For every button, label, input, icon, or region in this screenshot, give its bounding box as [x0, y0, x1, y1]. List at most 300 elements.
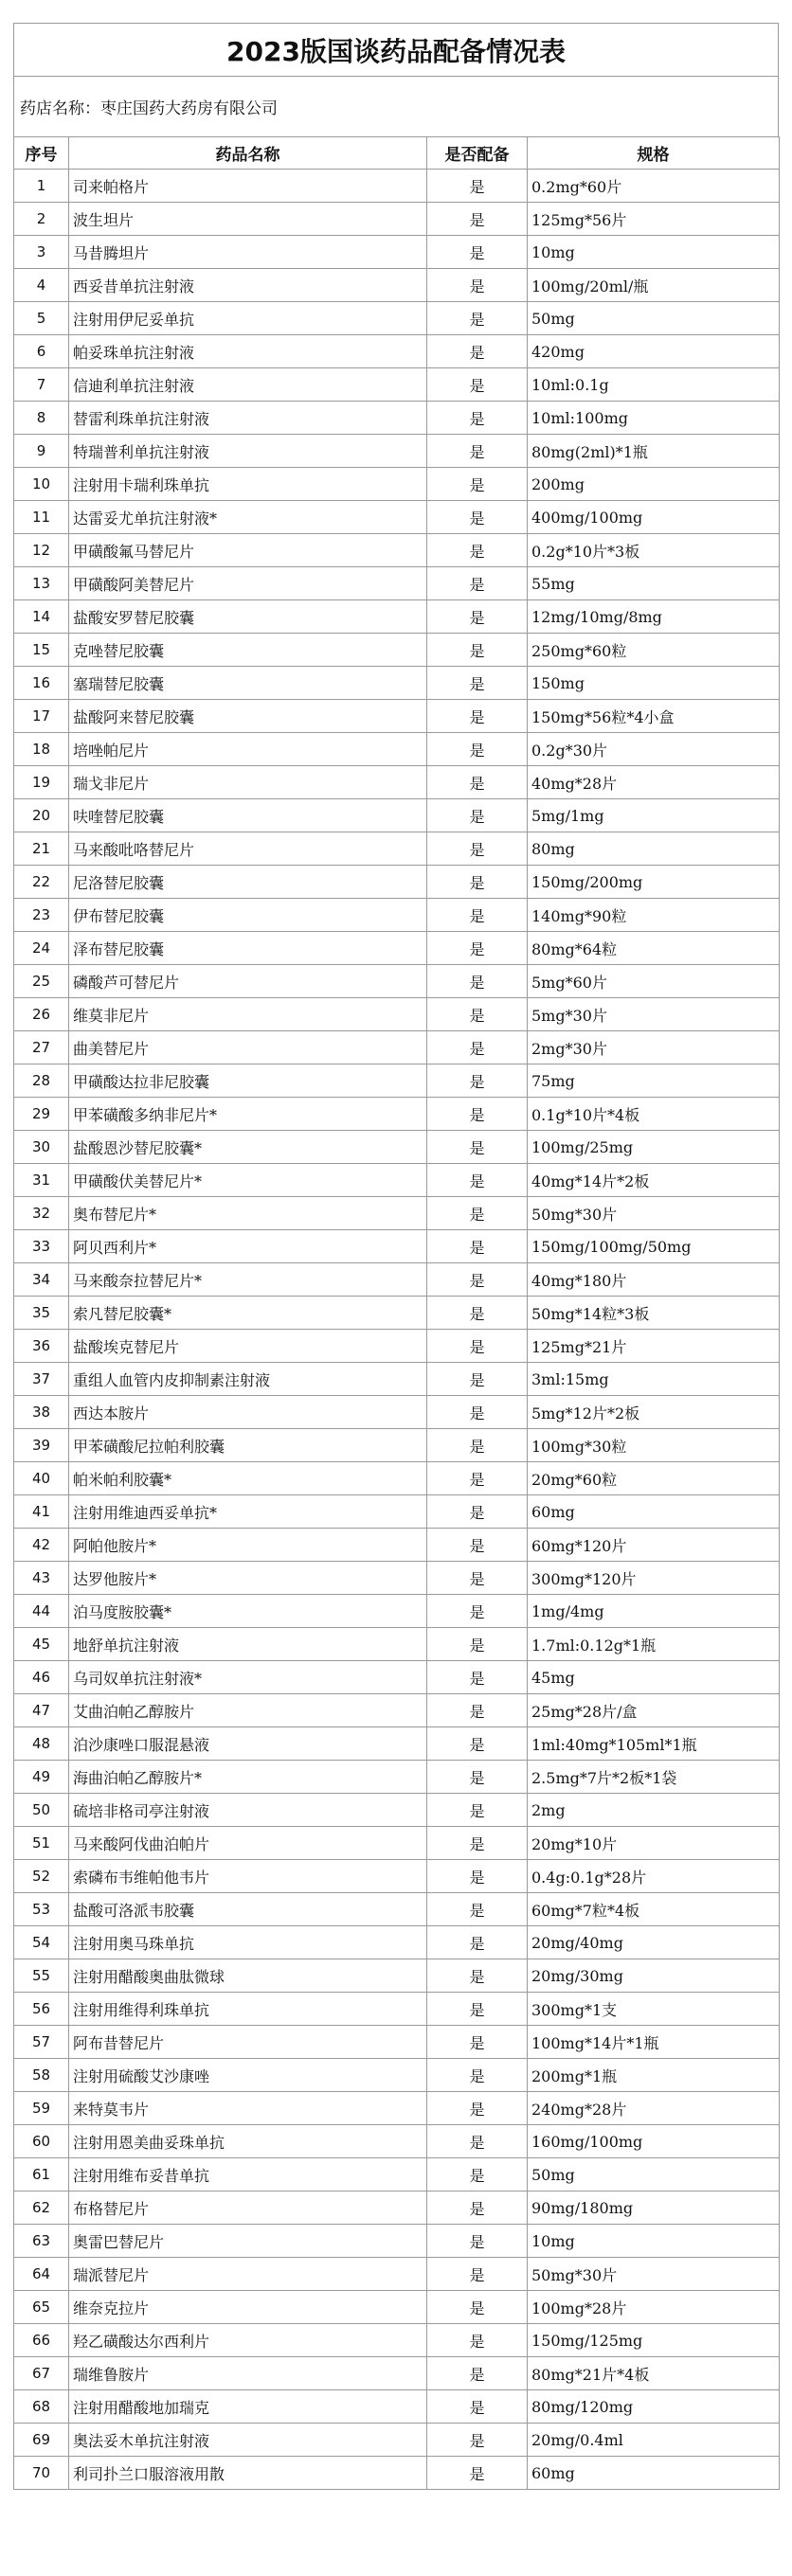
drug-table — [13, 136, 780, 2490]
row-index: 29 — [14, 1098, 69, 1131]
drug-name: 西妥昔单抗注射液 — [69, 269, 427, 302]
row-index: 13 — [14, 567, 69, 600]
stocked-status: 是 — [427, 1363, 528, 1396]
drug-name: 甲苯磺酸尼拉帕利胶囊 — [69, 1429, 427, 1462]
table-row — [14, 2092, 780, 2125]
drug-spec: 80mg*21片*4板 — [528, 2357, 780, 2390]
stocked-status: 是 — [427, 2225, 528, 2258]
drug-name: 尼洛替尼胶囊 — [69, 866, 427, 899]
stocked-status: 是 — [427, 899, 528, 932]
stocked-status: 是 — [427, 567, 528, 600]
table-row — [14, 899, 780, 932]
drug-name: 波生坦片 — [69, 203, 427, 236]
row-index: 51 — [14, 1827, 69, 1860]
drug-spec: 40mg*180片 — [528, 1263, 780, 1297]
row-index: 2 — [14, 203, 69, 236]
row-index: 17 — [14, 700, 69, 733]
drug-spec: 5mg*30片 — [528, 998, 780, 1031]
row-index: 35 — [14, 1297, 69, 1330]
drug-spec: 0.2g*10片*3板 — [528, 534, 780, 567]
drug-spec: 0.1g*10片*4板 — [528, 1098, 780, 1131]
drug-name: 奥布替尼片* — [69, 1197, 427, 1230]
table-row — [14, 1230, 780, 1263]
row-index: 26 — [14, 998, 69, 1031]
table-row — [14, 368, 780, 402]
table-row — [14, 1462, 780, 1495]
stocked-status: 是 — [427, 2191, 528, 2225]
row-index: 49 — [14, 1761, 69, 1794]
column-header-stocked: 是否配备 — [427, 137, 528, 170]
table-row — [14, 1131, 780, 1164]
row-index: 50 — [14, 1794, 69, 1827]
drug-spec: 60mg*120片 — [528, 1529, 780, 1562]
stocked-status: 是 — [427, 2390, 528, 2424]
stocked-status: 是 — [427, 435, 528, 468]
table-row — [14, 700, 780, 733]
drug-name: 来特莫韦片 — [69, 2092, 427, 2125]
drug-name: 瑞戈非尼片 — [69, 766, 427, 799]
row-index: 61 — [14, 2158, 69, 2191]
table-row — [14, 1727, 780, 1761]
row-index: 47 — [14, 1694, 69, 1727]
drug-name: 呋喹替尼胶囊 — [69, 799, 427, 832]
table-row — [14, 1363, 780, 1396]
stocked-status: 是 — [427, 335, 528, 368]
drug-name: 马来酸奈拉替尼片* — [69, 1263, 427, 1297]
table-row — [14, 799, 780, 832]
drug-spec: 20mg*60粒 — [528, 1462, 780, 1495]
table-row — [14, 634, 780, 667]
row-index: 21 — [14, 832, 69, 866]
row-index: 39 — [14, 1429, 69, 1462]
drug-spec: 80mg — [528, 832, 780, 866]
stocked-status: 是 — [427, 799, 528, 832]
drug-name: 利司扑兰口服溶液用散 — [69, 2457, 427, 2490]
stocked-status: 是 — [427, 1263, 528, 1297]
row-index: 57 — [14, 2026, 69, 2059]
drug-name: 索磷布韦维帕他韦片 — [69, 1860, 427, 1893]
row-index: 31 — [14, 1164, 69, 1197]
table-row — [14, 2059, 780, 2092]
stocked-status: 是 — [427, 1993, 528, 2026]
drug-name: 马昔腾坦片 — [69, 236, 427, 269]
stocked-status: 是 — [427, 1959, 528, 1993]
stocked-status: 是 — [427, 1595, 528, 1628]
drug-spec: 0.4g:0.1g*28片 — [528, 1860, 780, 1893]
drug-spec: 25mg*28片/盒 — [528, 1694, 780, 1727]
row-index: 37 — [14, 1363, 69, 1396]
drug-spec: 3ml:15mg — [528, 1363, 780, 1396]
drug-name: 瑞维鲁胺片 — [69, 2357, 427, 2390]
table-row — [14, 269, 780, 302]
stocked-status: 是 — [427, 766, 528, 799]
drug-name: 达雷妥尤单抗注射液* — [69, 501, 427, 534]
drug-spec: 200mg*1瓶 — [528, 2059, 780, 2092]
table-row — [14, 766, 780, 799]
drug-spec: 50mg — [528, 302, 780, 335]
row-index: 67 — [14, 2357, 69, 2390]
drug-spec: 50mg*14粒*3板 — [528, 1297, 780, 1330]
drug-spec: 300mg*1支 — [528, 1993, 780, 2026]
stocked-status: 是 — [427, 1064, 528, 1098]
drug-spec: 50mg*30片 — [528, 1197, 780, 1230]
drug-name: 磷酸芦可替尼片 — [69, 965, 427, 998]
stocked-status: 是 — [427, 1462, 528, 1495]
page-title: 2023版国谈药品配备情况表 — [13, 23, 779, 76]
drug-spec: 240mg*28片 — [528, 2092, 780, 2125]
stocked-status: 是 — [427, 402, 528, 435]
table-row — [14, 1098, 780, 1131]
stocked-status: 是 — [427, 2092, 528, 2125]
drug-spec: 10ml:0.1g — [528, 368, 780, 402]
row-index: 40 — [14, 1462, 69, 1495]
stocked-status: 是 — [427, 1761, 528, 1794]
stocked-status: 是 — [427, 2125, 528, 2158]
row-index: 43 — [14, 1562, 69, 1595]
stocked-status: 是 — [427, 2357, 528, 2390]
stocked-status: 是 — [427, 1860, 528, 1893]
drug-name: 注射用醋酸奥曲肽微球 — [69, 1959, 427, 1993]
table-row — [14, 1197, 780, 1230]
table-row — [14, 733, 780, 766]
stocked-status: 是 — [427, 269, 528, 302]
drug-spec: 60mg — [528, 1495, 780, 1529]
row-index: 11 — [14, 501, 69, 534]
drug-name: 培唑帕尼片 — [69, 733, 427, 766]
table-row — [14, 998, 780, 1031]
table-row — [14, 501, 780, 534]
row-index: 36 — [14, 1330, 69, 1363]
table-row — [14, 1263, 780, 1297]
drug-spec: 1ml:40mg*105ml*1瓶 — [528, 1727, 780, 1761]
stocked-status: 是 — [427, 2324, 528, 2357]
table-row — [14, 1628, 780, 1661]
stocked-status: 是 — [427, 1297, 528, 1330]
drug-name: 硫培非格司亭注射液 — [69, 1794, 427, 1827]
drug-spec: 420mg — [528, 335, 780, 368]
drug-name: 甲苯磺酸多纳非尼片* — [69, 1098, 427, 1131]
row-index: 7 — [14, 368, 69, 402]
row-index: 58 — [14, 2059, 69, 2092]
row-index: 70 — [14, 2457, 69, 2490]
drug-spec: 20mg/40mg — [528, 1926, 780, 1959]
column-header-spec: 规格 — [528, 137, 780, 170]
drug-spec: 50mg — [528, 2158, 780, 2191]
row-index: 44 — [14, 1595, 69, 1628]
table-header-row — [14, 137, 780, 170]
drug-name: 布格替尼片 — [69, 2191, 427, 2225]
row-index: 3 — [14, 236, 69, 269]
row-index: 34 — [14, 1263, 69, 1297]
stocked-status: 是 — [427, 600, 528, 634]
table-row — [14, 1429, 780, 1462]
stocked-status: 是 — [427, 534, 528, 567]
drug-spec: 2.5mg*7片*2板*1袋 — [528, 1761, 780, 1794]
stocked-status: 是 — [427, 1031, 528, 1064]
stocked-status: 是 — [427, 1827, 528, 1860]
table-row — [14, 1562, 780, 1595]
drug-spec: 300mg*120片 — [528, 1562, 780, 1595]
row-index: 42 — [14, 1529, 69, 1562]
stocked-status: 是 — [427, 170, 528, 203]
drug-name: 曲美替尼片 — [69, 1031, 427, 1064]
column-header-drug-name: 药品名称 — [69, 137, 427, 170]
table-row — [14, 2191, 780, 2225]
stocked-status: 是 — [427, 1164, 528, 1197]
row-index: 15 — [14, 634, 69, 667]
stocked-status: 是 — [427, 1396, 528, 1429]
drug-name: 奥法妥木单抗注射液 — [69, 2424, 427, 2457]
drug-spec: 2mg*30片 — [528, 1031, 780, 1064]
row-index: 69 — [14, 2424, 69, 2457]
row-index: 60 — [14, 2125, 69, 2158]
table-row — [14, 2424, 780, 2457]
row-index: 14 — [14, 600, 69, 634]
stocked-status: 是 — [427, 1429, 528, 1462]
drug-spec: 150mg*56粒*4小盒 — [528, 700, 780, 733]
drug-spec: 5mg*60片 — [528, 965, 780, 998]
drug-spec: 12mg/10mg/8mg — [528, 600, 780, 634]
row-index: 20 — [14, 799, 69, 832]
row-index: 27 — [14, 1031, 69, 1064]
table-row — [14, 2225, 780, 2258]
stocked-status: 是 — [427, 1230, 528, 1263]
drug-name: 注射用卡瑞利珠单抗 — [69, 468, 427, 501]
stocked-status: 是 — [427, 2258, 528, 2291]
drug-name: 信迪利单抗注射液 — [69, 368, 427, 402]
table-row — [14, 1396, 780, 1429]
stocked-status: 是 — [427, 1495, 528, 1529]
stocked-status: 是 — [427, 832, 528, 866]
stocked-status: 是 — [427, 1794, 528, 1827]
drug-spec: 150mg — [528, 667, 780, 700]
row-index: 65 — [14, 2291, 69, 2324]
stocked-status: 是 — [427, 2059, 528, 2092]
table-row — [14, 600, 780, 634]
table-row — [14, 468, 780, 501]
drug-name: 瑞派替尼片 — [69, 2258, 427, 2291]
drug-name: 特瑞普利单抗注射液 — [69, 435, 427, 468]
table-row — [14, 1164, 780, 1197]
drug-spec: 20mg*10片 — [528, 1827, 780, 1860]
drug-spec: 1.7ml:0.12g*1瓶 — [528, 1628, 780, 1661]
drug-name: 塞瑞替尼胶囊 — [69, 667, 427, 700]
table-row — [14, 1529, 780, 1562]
drug-name: 阿帕他胺片* — [69, 1529, 427, 1562]
table-row — [14, 335, 780, 368]
column-header-index: 序号 — [14, 137, 69, 170]
drug-name: 泊马度胺胶囊* — [69, 1595, 427, 1628]
drug-name: 注射用奥马珠单抗 — [69, 1926, 427, 1959]
row-index: 30 — [14, 1131, 69, 1164]
stocked-status: 是 — [427, 501, 528, 534]
table-row — [14, 832, 780, 866]
drug-spec: 60mg*7粒*4板 — [528, 1893, 780, 1926]
stocked-status: 是 — [427, 1098, 528, 1131]
drug-spec: 250mg*60粒 — [528, 634, 780, 667]
row-index: 28 — [14, 1064, 69, 1098]
drug-spec: 125mg*56片 — [528, 203, 780, 236]
row-index: 22 — [14, 866, 69, 899]
table-row — [14, 170, 780, 203]
drug-spec: 80mg(2ml)*1瓶 — [528, 435, 780, 468]
table-row — [14, 667, 780, 700]
drug-spec: 20mg/0.4ml — [528, 2424, 780, 2457]
drug-spec: 55mg — [528, 567, 780, 600]
row-index: 10 — [14, 468, 69, 501]
drug-name: 替雷利珠单抗注射液 — [69, 402, 427, 435]
drug-name: 甲磺酸氟马替尼片 — [69, 534, 427, 567]
table-row — [14, 1860, 780, 1893]
table-row — [14, 1761, 780, 1794]
drug-name: 艾曲泊帕乙醇胺片 — [69, 1694, 427, 1727]
row-index: 54 — [14, 1926, 69, 1959]
drug-spec: 1mg/4mg — [528, 1595, 780, 1628]
table-row — [14, 1595, 780, 1628]
drug-spec: 160mg/100mg — [528, 2125, 780, 2158]
drug-spec: 100mg*14片*1瓶 — [528, 2026, 780, 2059]
drug-spec: 100mg*30粒 — [528, 1429, 780, 1462]
drug-name: 帕妥珠单抗注射液 — [69, 335, 427, 368]
drug-name: 地舒单抗注射液 — [69, 1628, 427, 1661]
row-index: 48 — [14, 1727, 69, 1761]
table-row — [14, 1297, 780, 1330]
stocked-status: 是 — [427, 733, 528, 766]
drug-spec: 5mg/1mg — [528, 799, 780, 832]
drug-name: 注射用维布妥昔单抗 — [69, 2158, 427, 2191]
stocked-status: 是 — [427, 236, 528, 269]
drug-name: 泽布替尼胶囊 — [69, 932, 427, 965]
table-row — [14, 302, 780, 335]
table-row — [14, 1926, 780, 1959]
row-index: 46 — [14, 1661, 69, 1694]
row-index: 62 — [14, 2191, 69, 2225]
drug-name: 甲磺酸阿美替尼片 — [69, 567, 427, 600]
drug-name: 克唑替尼胶囊 — [69, 634, 427, 667]
drug-name: 乌司奴单抗注射液* — [69, 1661, 427, 1694]
row-index: 5 — [14, 302, 69, 335]
drug-spec: 80mg/120mg — [528, 2390, 780, 2424]
drug-name: 索凡替尼胶囊* — [69, 1297, 427, 1330]
drug-name: 重组人血管内皮抑制素注射液 — [69, 1363, 427, 1396]
stocked-status: 是 — [427, 2424, 528, 2457]
drug-spec: 0.2g*30片 — [528, 733, 780, 766]
drug-spec: 150mg/100mg/50mg — [528, 1230, 780, 1263]
table-row — [14, 435, 780, 468]
drug-name: 盐酸埃克替尼片 — [69, 1330, 427, 1363]
drug-name: 盐酸可洛派韦胶囊 — [69, 1893, 427, 1926]
drug-name: 盐酸恩沙替尼胶囊* — [69, 1131, 427, 1164]
row-index: 68 — [14, 2390, 69, 2424]
stocked-status: 是 — [427, 302, 528, 335]
drug-name: 注射用醋酸地加瑞克 — [69, 2390, 427, 2424]
stocked-status: 是 — [427, 634, 528, 667]
row-index: 12 — [14, 534, 69, 567]
drug-name: 帕米帕利胶囊* — [69, 1462, 427, 1495]
stocked-status: 是 — [427, 1562, 528, 1595]
row-index: 56 — [14, 1993, 69, 2026]
table-row — [14, 402, 780, 435]
table-row — [14, 1330, 780, 1363]
stocked-status: 是 — [427, 1197, 528, 1230]
drug-name: 奥雷巴替尼片 — [69, 2225, 427, 2258]
row-index: 23 — [14, 899, 69, 932]
stocked-status: 是 — [427, 1131, 528, 1164]
drug-name: 羟乙磺酸达尔西利片 — [69, 2324, 427, 2357]
drug-spec: 45mg — [528, 1661, 780, 1694]
drug-spec: 10ml:100mg — [528, 402, 780, 435]
stocked-status: 是 — [427, 1694, 528, 1727]
drug-spec: 2mg — [528, 1794, 780, 1827]
table-row — [14, 1495, 780, 1529]
table-row — [14, 1661, 780, 1694]
drug-spec: 20mg/30mg — [528, 1959, 780, 1993]
stocked-status: 是 — [427, 2158, 528, 2191]
drug-name: 甲磺酸伏美替尼片* — [69, 1164, 427, 1197]
table-row — [14, 2125, 780, 2158]
stocked-status: 是 — [427, 468, 528, 501]
row-index: 59 — [14, 2092, 69, 2125]
stocked-status: 是 — [427, 1893, 528, 1926]
table-row — [14, 1694, 780, 1727]
table-row — [14, 2390, 780, 2424]
table-row — [14, 2026, 780, 2059]
table-row — [14, 1064, 780, 1098]
store-name: 药店名称：枣庄国药大药房有限公司 — [13, 76, 779, 136]
table-row — [14, 203, 780, 236]
drug-spec: 150mg/200mg — [528, 866, 780, 899]
stocked-status: 是 — [427, 203, 528, 236]
table-row — [14, 1827, 780, 1860]
drug-spec: 0.2mg*60片 — [528, 170, 780, 203]
table-row — [14, 2258, 780, 2291]
drug-name: 西达本胺片 — [69, 1396, 427, 1429]
drug-name: 注射用维得利珠单抗 — [69, 1993, 427, 2026]
drug-name: 盐酸安罗替尼胶囊 — [69, 600, 427, 634]
table-row — [14, 1794, 780, 1827]
drug-spec: 10mg — [528, 2225, 780, 2258]
row-index: 24 — [14, 932, 69, 965]
drug-name: 阿布昔替尼片 — [69, 2026, 427, 2059]
drug-spec: 5mg*12片*2板 — [528, 1396, 780, 1429]
table-row — [14, 1031, 780, 1064]
row-index: 45 — [14, 1628, 69, 1661]
drug-spec: 40mg*14片*2板 — [528, 1164, 780, 1197]
stocked-status: 是 — [427, 1661, 528, 1694]
stocked-status: 是 — [427, 2291, 528, 2324]
drug-spec: 60mg — [528, 2457, 780, 2490]
table-row — [14, 1959, 780, 1993]
row-index: 66 — [14, 2324, 69, 2357]
drug-spec: 125mg*21片 — [528, 1330, 780, 1363]
row-index: 6 — [14, 335, 69, 368]
stocked-status: 是 — [427, 866, 528, 899]
stocked-status: 是 — [427, 965, 528, 998]
drug-spec: 75mg — [528, 1064, 780, 1098]
drug-spec: 100mg/20ml/瓶 — [528, 269, 780, 302]
drug-spec: 100mg*28片 — [528, 2291, 780, 2324]
drug-spec: 400mg/100mg — [528, 501, 780, 534]
row-index: 41 — [14, 1495, 69, 1529]
drug-name: 司来帕格片 — [69, 170, 427, 203]
drug-spec: 80mg*64粒 — [528, 932, 780, 965]
row-index: 9 — [14, 435, 69, 468]
row-index: 8 — [14, 402, 69, 435]
stocked-status: 是 — [427, 1529, 528, 1562]
table-row — [14, 236, 780, 269]
drug-name: 注射用维迪西妥单抗* — [69, 1495, 427, 1529]
stocked-status: 是 — [427, 1628, 528, 1661]
